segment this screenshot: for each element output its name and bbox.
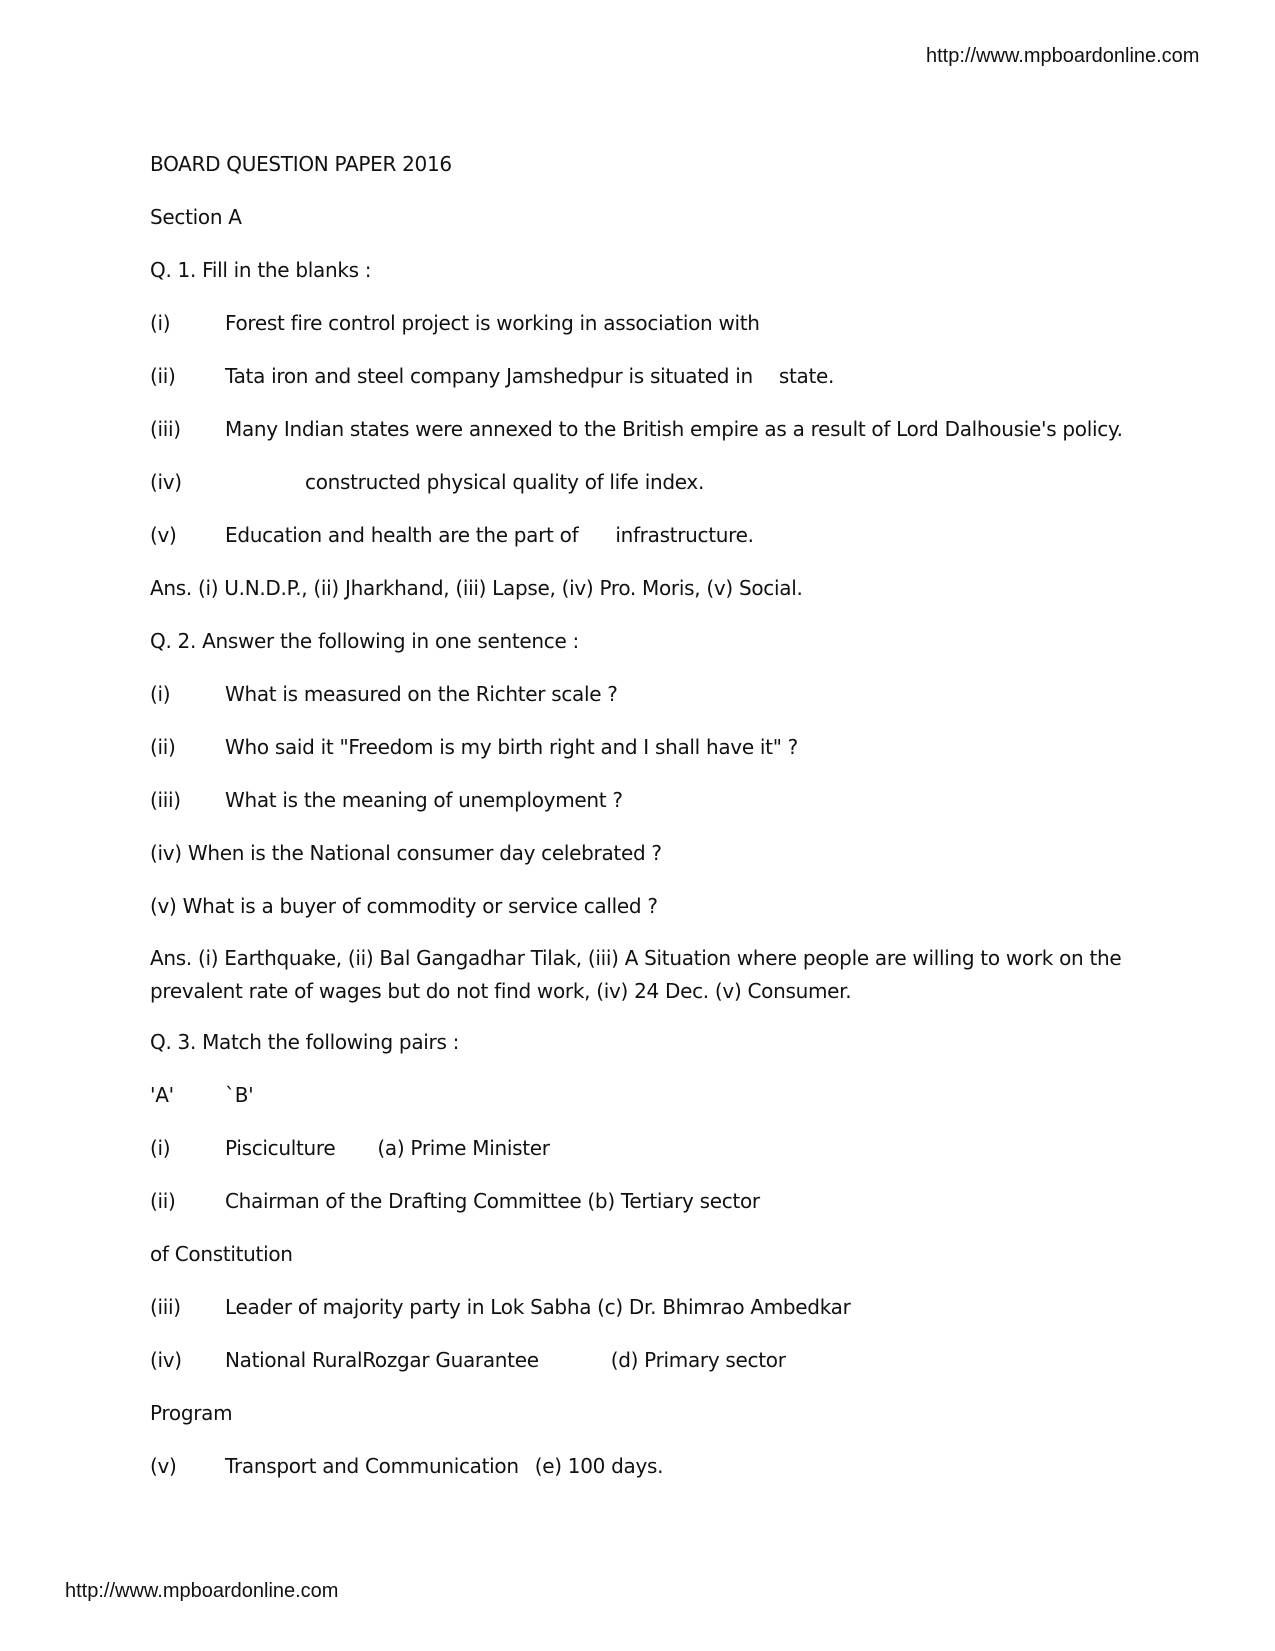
q3-pair-number: (i) [150, 1136, 171, 1160]
q2-heading: Q. 2. Answer the following in one sentence : [150, 629, 579, 653]
q2-item-text: What is measured on the Richter scale ? [225, 682, 618, 706]
q3-pair [150, 1452, 1150, 1505]
q1-item-text: Forest fire control project is working in association with [225, 311, 760, 335]
q1-item [150, 362, 1150, 415]
q3-pair-a: Transport and Communication [225, 1454, 519, 1478]
q2-inline-item: (iv) When is the National consumer day celebrated ? [150, 841, 662, 865]
q2-item [150, 733, 1150, 786]
q2-item [150, 786, 1150, 839]
q3-pair-a: Chairman of the Drafting Committee [225, 1189, 582, 1213]
q1-item-text: constructed physical quality of life index. [305, 470, 705, 494]
q3-column-headers [150, 1081, 1150, 1134]
q3-heading: Q. 3. Match the following pairs : [150, 1030, 460, 1054]
question-paper [150, 150, 1150, 1505]
q3-pair [150, 1293, 1150, 1346]
q1-item [150, 468, 1150, 521]
q3-pair-a: Pisciculture [225, 1136, 336, 1160]
section-heading: Section A [150, 205, 242, 229]
q1-item-number: (v) [150, 523, 177, 547]
q1-item-number: (iv) [150, 470, 182, 494]
q2-item-text: Who said it "Freedom is my birth right and I shall have it" ? [225, 735, 798, 759]
q3-pair [150, 1187, 1150, 1240]
q2-item-number: (i) [150, 682, 171, 706]
q2-inline-item: (v) What is a buyer of commodity or service called ? [150, 894, 658, 918]
q2-item [150, 680, 1150, 733]
q2-item-number: (ii) [150, 735, 176, 759]
footer-url: http://www.mpboardonline.com [65, 1580, 339, 1602]
q1-item-text: Many Indian states were annexed to the British empire as a result of Lord Dalhousie's policy. [225, 417, 1123, 441]
q3-pair-b: (a) Prime Minister [377, 1136, 550, 1160]
q3-pair [150, 1346, 1150, 1399]
q3-pair [150, 1134, 1150, 1187]
q3-col-b-header: `B' [225, 1083, 254, 1107]
q1-answer: Ans. (i) U.N.D.P., (ii) Jharkhand, (iii) Lapse, (iv) Pro. Moris, (v) Social. [150, 576, 803, 600]
q1-item [150, 415, 1150, 468]
paper-title: BOARD QUESTION PAPER 2016 [150, 152, 452, 176]
q1-item-number: (iii) [150, 417, 181, 441]
q3-pair-number: (v) [150, 1454, 177, 1478]
q3-pair-continuation: Program [150, 1401, 233, 1425]
q1-item [150, 521, 1150, 574]
q2-answer: Ans. (i) Earthquake, (ii) Bal Gangadhar Tilak, (iii) A Situation where people are willing to work on the prevalent rate of wages but do not find work, (iv) 24 Dec. (v) Consumer. [150, 946, 1122, 1003]
q2-item-number: (iii) [150, 788, 181, 812]
q3-pair-number: (ii) [150, 1189, 176, 1213]
q1-item-text: Tata iron and steel company Jamshedpur is situated in [225, 364, 753, 388]
q2-item-text: What is the meaning of unemployment ? [225, 788, 623, 812]
q3-pair-a: Leader of majority party in Lok Sabha [225, 1295, 592, 1319]
q3-col-a-header: 'A' [150, 1083, 174, 1107]
q3-pair-b: (b) Tertiary sector [587, 1189, 760, 1213]
q3-pair-number: (iv) [150, 1348, 182, 1372]
q1-heading: Q. 1. Fill in the blanks : [150, 258, 372, 282]
q3-pair-b: (c) Dr. Bhimrao Ambedkar [597, 1295, 851, 1319]
q1-item-number: (i) [150, 311, 171, 335]
q3-pair-number: (iii) [150, 1295, 181, 1319]
q3-pair-b: (e) 100 days. [534, 1454, 664, 1478]
q1-item-text-after: infrastructure. [615, 523, 754, 547]
q1-item-number: (ii) [150, 364, 176, 388]
header-url: http://www.mpboardonline.com [926, 45, 1200, 67]
q3-pair-a: National RuralRozgar Guarantee [225, 1348, 539, 1372]
q1-item [150, 309, 1150, 362]
q3-pair-continuation: of Constitution [150, 1242, 293, 1266]
q1-item-text-after: state. [778, 364, 835, 388]
q3-pair-b: (d) Primary sector [610, 1348, 786, 1372]
q1-item-text: Education and health are the part of [225, 523, 579, 547]
